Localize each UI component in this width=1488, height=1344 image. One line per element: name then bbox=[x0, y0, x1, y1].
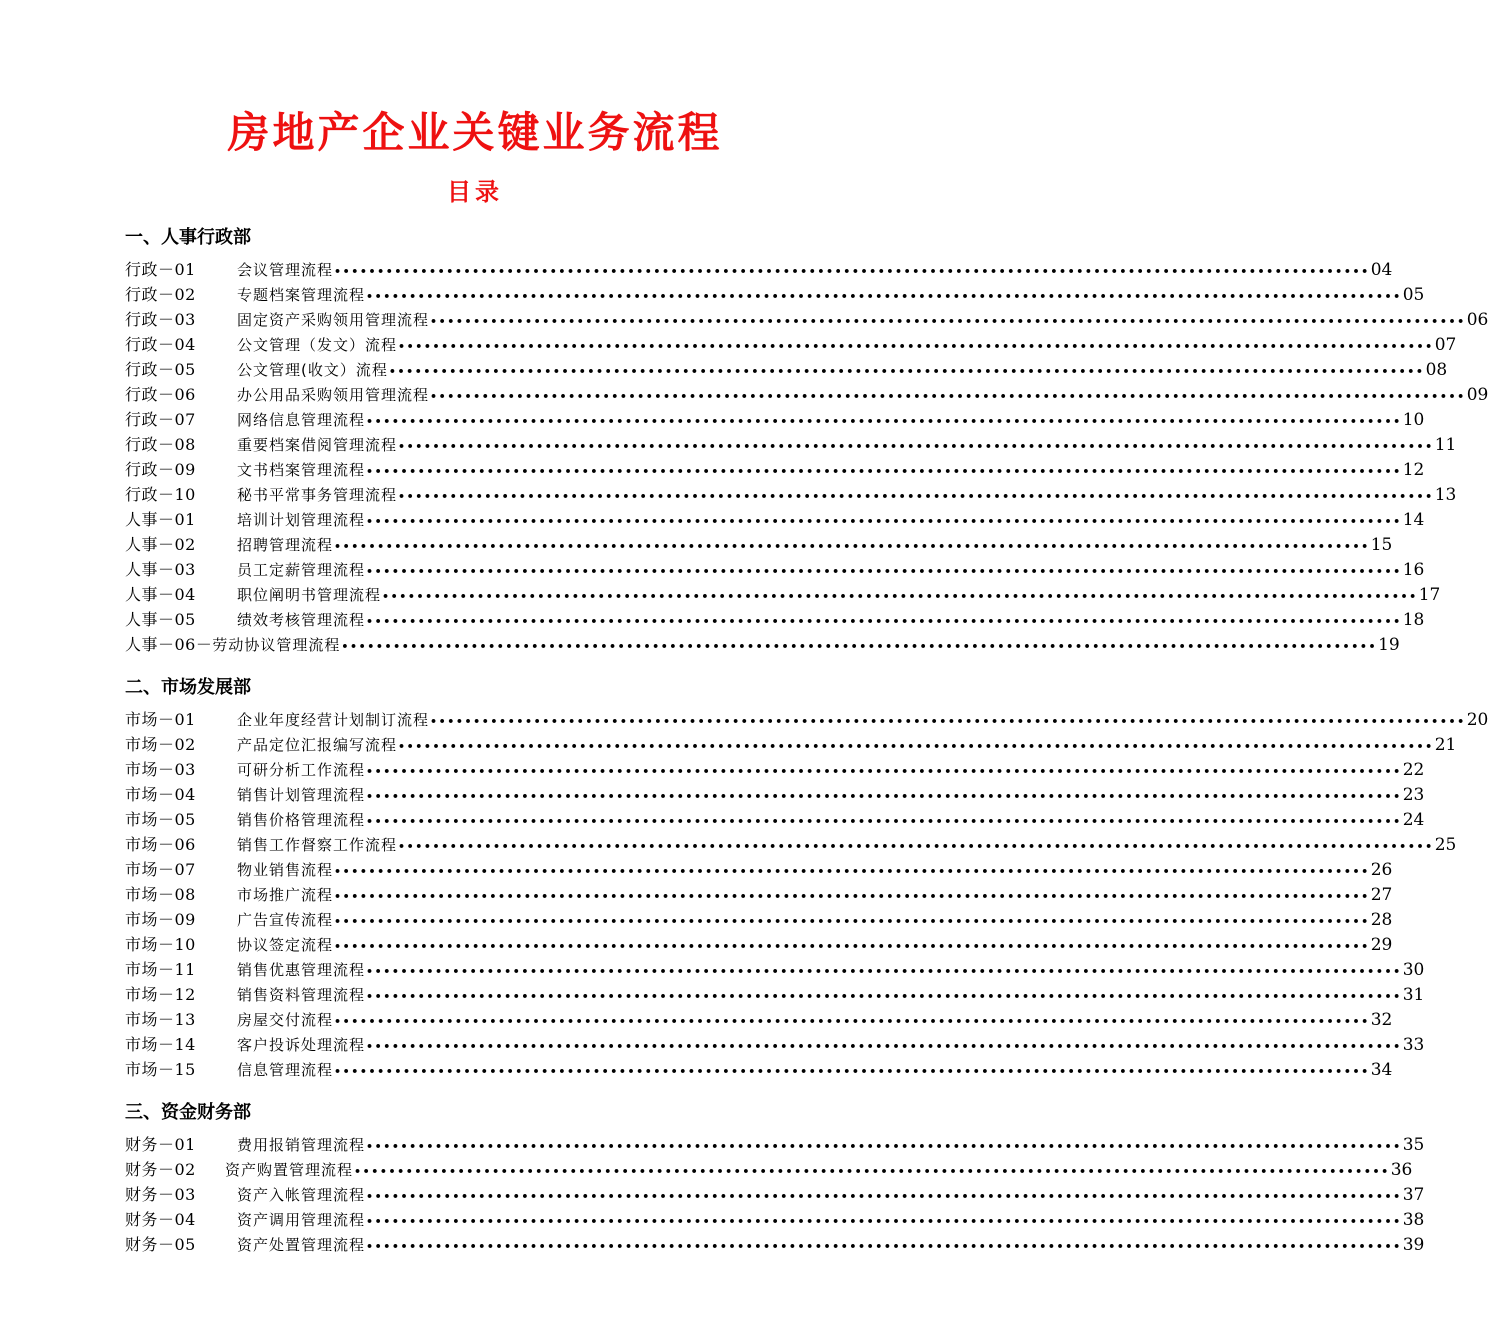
entry-title: 网络信息管理流程 bbox=[237, 411, 366, 429]
entry-page-number: 10 bbox=[1402, 410, 1425, 430]
entry-code: 市场－06 bbox=[125, 835, 196, 854]
entry-page-number: 38 bbox=[1402, 1210, 1425, 1230]
dot-leader: •••••••••••••••••••••••••••••••••••••••••••••••••••••••••••••••••••••••••••••••••••••••••••••••••••••••••••••••••••••••• bbox=[366, 465, 1402, 478]
toc-entry[interactable] bbox=[125, 1057, 1393, 1082]
entry-title: 职位阐明书管理流程 bbox=[237, 586, 382, 604]
toc-heading: 目录 bbox=[447, 178, 503, 206]
entry-page-number: 08 bbox=[1425, 360, 1448, 380]
entry-page-number: 35 bbox=[1402, 1135, 1425, 1155]
toc-entry[interactable] bbox=[125, 807, 1425, 832]
entry-title: 物业销售流程 bbox=[237, 861, 334, 879]
entry-code: 财务－02 bbox=[125, 1160, 196, 1179]
entry-page-number: 39 bbox=[1402, 1235, 1425, 1255]
dot-leader: •••••••••••••••••••••••••••••••••••••••••••••••••••••••••••••••••••••••••••••••••••••••••••••••••••••••••••••••••••••••• bbox=[334, 890, 1370, 903]
toc-entry[interactable] bbox=[125, 282, 1425, 307]
entry-title: 企业年度经营计划制订流程 bbox=[237, 711, 430, 729]
dot-leader: •••••••••••••••••••••••••••••••••••••••••••••••••••••••••••••••••••••••••••••••••••••••••••••••••••••••••••••••••••••••• bbox=[388, 365, 1425, 378]
dot-leader: •••••••••••••••••••••••••••••••••••••••••••••••••••••••••••••••••••••••••••••••••••••••••••••••••••••••••••••••••••••••• bbox=[341, 640, 1378, 653]
entry-title: 广告宣传流程 bbox=[237, 911, 334, 929]
entry-title: 销售工作督察工作流程 bbox=[237, 836, 398, 854]
entry-code: 人事－05 bbox=[125, 610, 196, 629]
entry-code: 财务－01 bbox=[125, 1135, 196, 1154]
dot-leader: •••••••••••••••••••••••••••••••••••••••••••••••••••••••••••••••••••••••••••••••••••••••••••••••••••••••••••••••••••••••• bbox=[354, 1165, 1390, 1178]
dot-leader: •••••••••••••••••••••••••••••••••••••••••••••••••••••••••••••••••••••••••••••••••••••••••••••••••••••••••••••••••••••••• bbox=[430, 390, 1466, 403]
toc-entry[interactable] bbox=[125, 932, 1393, 957]
toc-entry[interactable] bbox=[125, 1207, 1425, 1232]
entry-title: 招聘管理流程 bbox=[237, 536, 334, 554]
entry-page-number: 27 bbox=[1370, 885, 1393, 905]
toc-entry[interactable] bbox=[125, 1182, 1425, 1207]
entry-title: 销售计划管理流程 bbox=[237, 786, 366, 804]
toc-entry[interactable] bbox=[125, 382, 1488, 407]
toc-entry[interactable] bbox=[125, 882, 1393, 907]
entry-code: 市场－14 bbox=[125, 1035, 196, 1054]
dot-leader: •••••••••••••••••••••••••••••••••••••••••••••••••••••••••••••••••••••••••••••••••••••••••••••••••••••••••••••••••••••••• bbox=[398, 840, 1434, 853]
entry-title: 资产调用管理流程 bbox=[237, 1211, 366, 1229]
entry-title: 资产入帐管理流程 bbox=[237, 1186, 366, 1204]
entry-code: 行政－05 bbox=[125, 360, 196, 379]
table-of-contents bbox=[125, 222, 1488, 1257]
entry-page-number: 37 bbox=[1402, 1185, 1425, 1205]
entry-title: 资产购置管理流程 bbox=[225, 1161, 354, 1179]
toc-entry[interactable] bbox=[125, 607, 1425, 632]
entry-title: 销售资料管理流程 bbox=[237, 986, 366, 1004]
entry-page-number: 23 bbox=[1402, 785, 1425, 805]
entry-code: 市场－05 bbox=[125, 810, 196, 829]
entry-title: 绩效考核管理流程 bbox=[237, 611, 366, 629]
entry-title: 销售价格管理流程 bbox=[237, 811, 366, 829]
entry-code: 行政－02 bbox=[125, 285, 196, 304]
entry-code: 市场－09 bbox=[125, 910, 196, 929]
entry-code: 行政－07 bbox=[125, 410, 196, 429]
dot-leader: •••••••••••••••••••••••••••••••••••••••••••••••••••••••••••••••••••••••••••••••••••••••••••••••••••••••••••••••••••••••• bbox=[366, 815, 1402, 828]
toc-entry[interactable] bbox=[125, 407, 1425, 432]
dot-leader: •••••••••••••••••••••••••••••••••••••••••••••••••••••••••••••••••••••••••••••••••••••••••••••••••••••••••••••••••••••••• bbox=[366, 1240, 1402, 1253]
entry-code: 市场－04 bbox=[125, 785, 196, 804]
entry-code: 人事－02 bbox=[125, 535, 196, 554]
entry-code: 市场－08 bbox=[125, 885, 196, 904]
entry-page-number: 28 bbox=[1370, 910, 1393, 930]
toc-entry[interactable] bbox=[125, 732, 1457, 757]
toc-entry[interactable] bbox=[125, 857, 1393, 882]
entry-page-number: 07 bbox=[1434, 335, 1457, 355]
document-title: 房地产企业关键业务流程 bbox=[227, 108, 723, 157]
entry-code: 人事－04 bbox=[125, 585, 196, 604]
dot-leader: •••••••••••••••••••••••••••••••••••••••••••••••••••••••••••••••••••••••••••••••••••••••••••••••••••••••••••••••••••••••• bbox=[366, 1215, 1402, 1228]
entry-page-number: 33 bbox=[1402, 1035, 1425, 1055]
entry-title: 专题档案管理流程 bbox=[237, 286, 366, 304]
entry-code: 人事－06－ bbox=[125, 635, 213, 654]
toc-entry[interactable] bbox=[125, 507, 1425, 532]
entry-code: 市场－02 bbox=[125, 735, 196, 754]
dot-leader: •••••••••••••••••••••••••••••••••••••••••••••••••••••••••••••••••••••••••••••••••••••••••••••••••••••••••••••••••••••••• bbox=[366, 965, 1402, 978]
entry-title: 秘书平常事务管理流程 bbox=[237, 486, 398, 504]
dot-leader: •••••••••••••••••••••••••••••••••••••••••••••••••••••••••••••••••••••••••••••••••••••••••••••••••••••••••••••••••••••••• bbox=[398, 740, 1434, 753]
toc-entry[interactable] bbox=[125, 982, 1425, 1007]
toc-entry[interactable] bbox=[125, 632, 1400, 657]
toc-entry[interactable] bbox=[125, 957, 1425, 982]
toc-entry[interactable] bbox=[125, 1032, 1425, 1057]
toc-entry[interactable] bbox=[125, 782, 1425, 807]
dot-leader: •••••••••••••••••••••••••••••••••••••••••••••••••••••••••••••••••••••••••••••••••••••••••••••••••••••••••••••••••••••••• bbox=[334, 865, 1370, 878]
entry-title: 重要档案借阅管理流程 bbox=[237, 436, 398, 454]
entry-code: 市场－11 bbox=[125, 960, 196, 979]
entry-page-number: 29 bbox=[1370, 935, 1393, 955]
entry-page-number: 36 bbox=[1390, 1160, 1413, 1180]
entry-title: 房屋交付流程 bbox=[237, 1011, 334, 1029]
toc-entry[interactable] bbox=[125, 457, 1425, 482]
entry-page-number: 04 bbox=[1370, 260, 1393, 280]
entry-page-number: 31 bbox=[1402, 985, 1425, 1005]
dot-leader: •••••••••••••••••••••••••••••••••••••••••••••••••••••••••••••••••••••••••••••••••••••••••••••••••••••••••••••••••••••••• bbox=[334, 540, 1370, 553]
toc-entry[interactable] bbox=[125, 307, 1488, 332]
entry-code: 市场－12 bbox=[125, 985, 196, 1004]
entry-page-number: 09 bbox=[1466, 385, 1488, 405]
entry-title: 培训计划管理流程 bbox=[237, 511, 366, 529]
dot-leader: •••••••••••••••••••••••••••••••••••••••••••••••••••••••••••••••••••••••••••••••••••••••••••••••••••••••••••••••••••••••• bbox=[366, 615, 1402, 628]
entry-code: 行政－04 bbox=[125, 335, 196, 354]
dot-leader: •••••••••••••••••••••••••••••••••••••••••••••••••••••••••••••••••••••••••••••••••••••••••••••••••••••••••••••••••••••••• bbox=[366, 765, 1402, 778]
toc-entry[interactable] bbox=[125, 707, 1488, 732]
entry-code: 市场－03 bbox=[125, 760, 196, 779]
toc-entry[interactable] bbox=[125, 1007, 1393, 1032]
entry-code: 行政－01 bbox=[125, 260, 196, 279]
entry-page-number: 22 bbox=[1402, 760, 1425, 780]
entry-title: 固定资产采购领用管理流程 bbox=[237, 311, 430, 329]
dot-leader: •••••••••••••••••••••••••••••••••••••••••••••••••••••••••••••••••••••••••••••••••••••••••••••••••••••••••••••••••••••••• bbox=[366, 290, 1402, 303]
toc-entry[interactable] bbox=[125, 1157, 1413, 1182]
entry-page-number: 24 bbox=[1402, 810, 1425, 830]
entry-code: 人事－01 bbox=[125, 510, 196, 529]
dot-leader: •••••••••••••••••••••••••••••••••••••••••••••••••••••••••••••••••••••••••••••••••••••••••••••••••••••••••••••••••••••••• bbox=[398, 340, 1434, 353]
entry-title: 资产处置管理流程 bbox=[237, 1236, 366, 1254]
entry-title: 费用报销管理流程 bbox=[237, 1136, 366, 1154]
entry-page-number: 17 bbox=[1418, 585, 1441, 605]
entry-title: 销售优惠管理流程 bbox=[237, 961, 366, 979]
entry-title: 办公用品采购领用管理流程 bbox=[237, 386, 430, 404]
section-heading: 三、资金财务部 bbox=[125, 1102, 251, 1123]
entry-code: 财务－05 bbox=[125, 1235, 196, 1254]
dot-leader: •••••••••••••••••••••••••••••••••••••••••••••••••••••••••••••••••••••••••••••••••••••••••••••••••••••••••••••••••••••••• bbox=[334, 1065, 1370, 1078]
entry-code: 市场－15 bbox=[125, 1060, 196, 1079]
section-heading: 二、市场发展部 bbox=[125, 677, 251, 698]
dot-leader: •••••••••••••••••••••••••••••••••••••••••••••••••••••••••••••••••••••••••••••••••••••••••••••••••••••••••••••••••••••••• bbox=[398, 490, 1434, 503]
entry-code: 行政－08 bbox=[125, 435, 196, 454]
entry-page-number: 15 bbox=[1370, 535, 1393, 555]
toc-entry[interactable] bbox=[125, 557, 1425, 582]
entry-code: 行政－09 bbox=[125, 460, 196, 479]
toc-entry[interactable] bbox=[125, 1232, 1425, 1257]
entry-code: 行政－06 bbox=[125, 385, 196, 404]
entry-title: 产品定位汇报编写流程 bbox=[237, 736, 398, 754]
entry-code: 市场－07 bbox=[125, 860, 196, 879]
dot-leader: •••••••••••••••••••••••••••••••••••••••••••••••••••••••••••••••••••••••••••••••••••••••••••••••••••••••••••••••••••••••• bbox=[366, 515, 1402, 528]
toc-entry[interactable] bbox=[125, 582, 1441, 607]
entry-page-number: 16 bbox=[1402, 560, 1425, 580]
dot-leader: •••••••••••••••••••••••••••••••••••••••••••••••••••••••••••••••••••••••••••••••••••••••••••••••••••••••••••••••••••••••• bbox=[334, 1015, 1370, 1028]
toc-entry[interactable] bbox=[125, 832, 1457, 857]
entry-page-number: 20 bbox=[1466, 710, 1488, 730]
entry-page-number: 32 bbox=[1370, 1010, 1393, 1030]
dot-leader: •••••••••••••••••••••••••••••••••••••••••••••••••••••••••••••••••••••••••••••••••••••••••••••••••••••••••••••••••••••••• bbox=[430, 315, 1466, 328]
entry-page-number: 34 bbox=[1370, 1060, 1393, 1080]
entry-title: 文书档案管理流程 bbox=[237, 461, 366, 479]
toc-entry[interactable] bbox=[125, 532, 1393, 557]
entry-page-number: 05 bbox=[1402, 285, 1425, 305]
entry-title: 客户投诉处理流程 bbox=[237, 1036, 366, 1054]
dot-leader: •••••••••••••••••••••••••••••••••••••••••••••••••••••••••••••••••••••••••••••••••••••••••••••••••••••••••••••••••••••••• bbox=[366, 1190, 1402, 1203]
toc-entry[interactable] bbox=[125, 357, 1448, 382]
dot-leader: •••••••••••••••••••••••••••••••••••••••••••••••••••••••••••••••••••••••••••••••••••••••••••••••••••••••••••••••••••••••• bbox=[366, 990, 1402, 1003]
entry-code: 人事－03 bbox=[125, 560, 196, 579]
entry-title: 员工定薪管理流程 bbox=[237, 561, 366, 579]
entry-title: 可研分析工作流程 bbox=[237, 761, 366, 779]
entry-title: 公文管理(收文）流程 bbox=[237, 361, 388, 379]
dot-leader: •••••••••••••••••••••••••••••••••••••••••••••••••••••••••••••••••••••••••••••••••••••••••••••••••••••••••••••••••••••••• bbox=[334, 265, 1370, 278]
entry-code: 市场－01 bbox=[125, 710, 196, 729]
entry-page-number: 14 bbox=[1402, 510, 1425, 530]
entry-code: 财务－04 bbox=[125, 1210, 196, 1229]
dot-leader: •••••••••••••••••••••••••••••••••••••••••••••••••••••••••••••••••••••••••••••••••••••••••••••••••••••••••••••••••••••••• bbox=[398, 440, 1434, 453]
dot-leader: •••••••••••••••••••••••••••••••••••••••••••••••••••••••••••••••••••••••••••••••••••••••••••••••••••••••••••••••••••••••• bbox=[366, 1040, 1402, 1053]
toc-entry[interactable] bbox=[125, 757, 1425, 782]
toc-entry[interactable] bbox=[125, 1132, 1425, 1157]
entry-page-number: 30 bbox=[1402, 960, 1425, 980]
entry-code: 行政－10 bbox=[125, 485, 196, 504]
dot-leader: •••••••••••••••••••••••••••••••••••••••••••••••••••••••••••••••••••••••••••••••••••••••••••••••••••••••••••••••••••••••• bbox=[366, 415, 1402, 428]
section-heading: 一、人事行政部 bbox=[125, 227, 251, 248]
entry-page-number: 21 bbox=[1434, 735, 1457, 755]
toc-entry[interactable] bbox=[125, 332, 1457, 357]
entry-title: 劳动协议管理流程 bbox=[212, 636, 341, 654]
dot-leader: •••••••••••••••••••••••••••••••••••••••••••••••••••••••••••••••••••••••••••••••••••••••••••••••••••••••••••••••••••••••• bbox=[366, 565, 1402, 578]
toc-entry[interactable] bbox=[125, 257, 1393, 282]
entry-page-number: 06 bbox=[1466, 310, 1488, 330]
entry-page-number: 26 bbox=[1370, 860, 1393, 880]
entry-code: 财务－03 bbox=[125, 1185, 196, 1204]
toc-entry[interactable] bbox=[125, 907, 1393, 932]
dot-leader: •••••••••••••••••••••••••••••••••••••••••••••••••••••••••••••••••••••••••••••••••••••••••••••••••••••••••••••••••••••••• bbox=[366, 790, 1402, 803]
dot-leader: •••••••••••••••••••••••••••••••••••••••••••••••••••••••••••••••••••••••••••••••••••••••••••••••••••••••••••••••••••••••• bbox=[334, 940, 1370, 953]
entry-code: 行政－03 bbox=[125, 310, 196, 329]
dot-leader: •••••••••••••••••••••••••••••••••••••••••••••••••••••••••••••••••••••••••••••••••••••••••••••••••••••••••••••••••••••••• bbox=[382, 590, 1418, 603]
entry-page-number: 11 bbox=[1434, 435, 1457, 455]
entry-title: 协议签定流程 bbox=[237, 936, 334, 954]
entry-page-number: 13 bbox=[1434, 485, 1457, 505]
dot-leader: •••••••••••••••••••••••••••••••••••••••••••••••••••••••••••••••••••••••••••••••••••••••••••••••••••••••••••••••••••••••• bbox=[430, 715, 1466, 728]
toc-entry[interactable] bbox=[125, 482, 1457, 507]
entry-title: 市场推广流程 bbox=[237, 886, 334, 904]
toc-entry[interactable] bbox=[125, 432, 1457, 457]
entry-code: 市场－10 bbox=[125, 935, 196, 954]
entry-page-number: 25 bbox=[1434, 835, 1457, 855]
entry-title: 会议管理流程 bbox=[237, 261, 334, 279]
entry-page-number: 18 bbox=[1402, 610, 1425, 630]
entry-title: 公文管理（发文）流程 bbox=[237, 336, 398, 354]
dot-leader: •••••••••••••••••••••••••••••••••••••••••••••••••••••••••••••••••••••••••••••••••••••••••••••••••••••••••••••••••••••••• bbox=[366, 1140, 1402, 1153]
entry-title: 信息管理流程 bbox=[237, 1061, 334, 1079]
entry-page-number: 12 bbox=[1402, 460, 1425, 480]
entry-code: 市场－13 bbox=[125, 1010, 196, 1029]
dot-leader: •••••••••••••••••••••••••••••••••••••••••••••••••••••••••••••••••••••••••••••••••••••••••••••••••••••••••••••••••••••••• bbox=[334, 915, 1370, 928]
entry-page-number: 19 bbox=[1378, 635, 1400, 655]
